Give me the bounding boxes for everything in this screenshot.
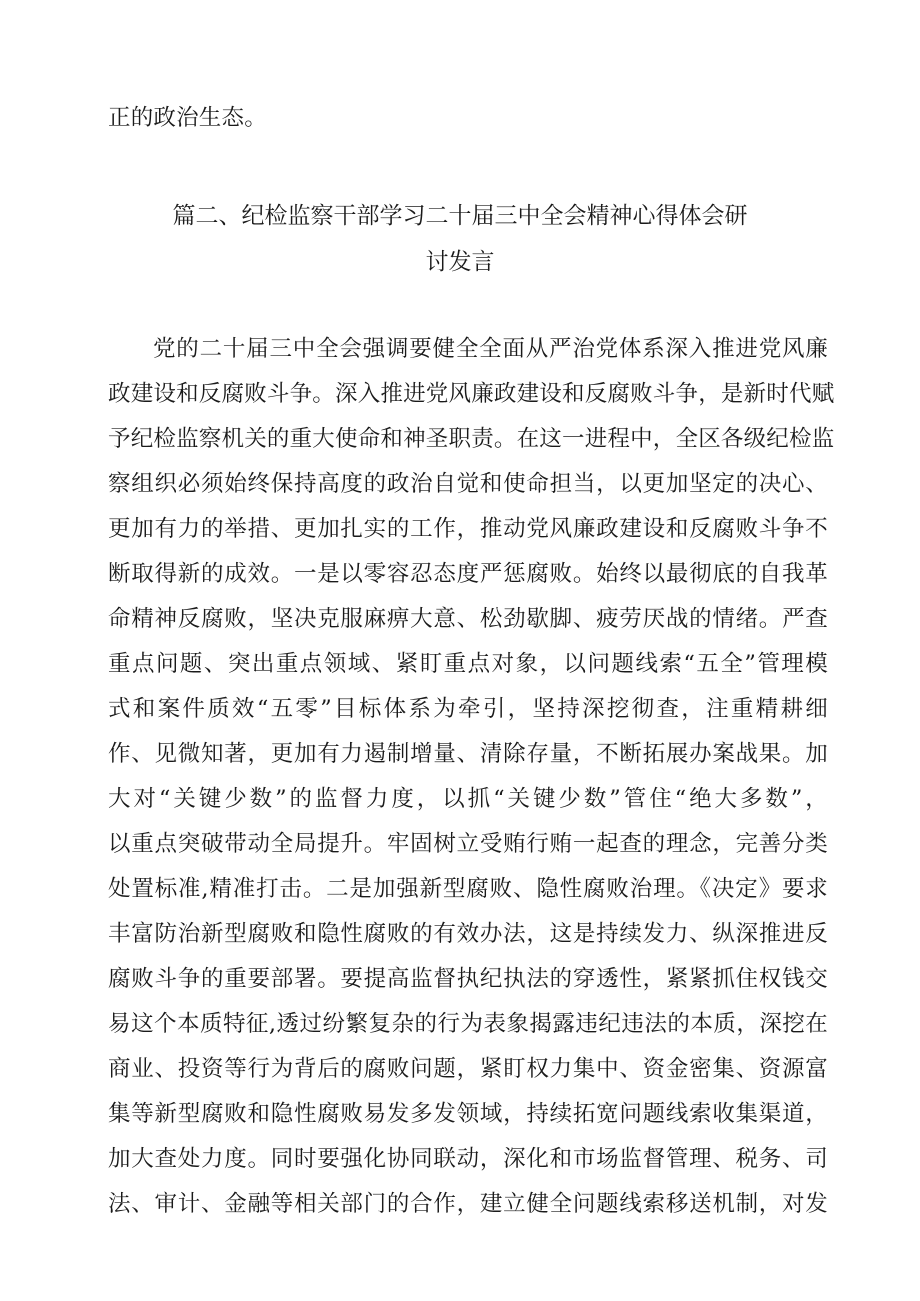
body-line: 党的二十届三中全会强调要健全全面从严治党体系深入推进党风廉: [153, 336, 828, 362]
body-line: 政建设和反腐败斗争。深入推进党风廉政建设和反腐败斗争，是新时代赋: [108, 381, 835, 407]
body-line: 商业、投资等行为背后的腐败问题，紧盯权力集中、资金密集、资源富: [108, 1056, 828, 1082]
section-title-line-1: 篇二、纪检监察干部学习二十届三中全会精神心得体会研: [172, 203, 748, 229]
body-line: 丰富防治新型腐败和隐性腐败的有效办法，这是持续发力、纵深推进反: [108, 921, 828, 947]
body-line: 重点问题、突出重点领域、紧盯重点对象，以问题线索“五全”管理模: [108, 651, 828, 677]
body-line: 以重点突破带动全局提升。牢固树立受贿行贿一起查的理念，完善分类: [108, 831, 828, 857]
body-line: 断取得新的成效。一是以零容忍态度严惩腐败。始终以最彻底的自我革: [108, 561, 828, 587]
body-line: 更加有力的举措、更加扎实的工作，推动党风廉政建设和反腐败斗争不: [108, 516, 828, 542]
body-line: 大对“关键少数”的监督力度，以抓“关键少数”管住“绝大多数”，: [108, 786, 828, 812]
body-line: 命精神反腐败，坚决克服麻痹大意、松劲歇脚、疲劳厌战的情绪。严查: [108, 606, 828, 632]
body-line: 易这个本质特征,透过纷繁复杂的行为表象揭露违纪违法的本质，深挖在: [108, 1011, 828, 1037]
body-line: 集等新型腐败和隐性腐败易发多发领域，持续拓宽问题线索收集渠道，: [108, 1101, 828, 1127]
body-line: 作、见微知著，更加有力遏制增量、清除存量，不断拓展办案战果。加: [108, 741, 828, 767]
body-line: 察组织必须始终保持高度的政治自觉和使命担当，以更加坚定的决心、: [108, 471, 828, 497]
body-line: 法、审计、金融等相关部门的合作，建立健全问题线索移送机制，对发: [108, 1191, 828, 1217]
body-line: 处置标准,精准打击。二是加强新型腐败、隐性腐败治理。《决定》要求: [108, 876, 828, 902]
section-title-line-2: 讨发言: [425, 249, 495, 275]
body-line: 加大查处力度。同时要强化协同联动，深化和市场监督管理、税务、司: [108, 1146, 828, 1172]
body-line: 予纪检监察机关的重大使命和神圣职责。在这一进程中，全区各级纪检监: [108, 426, 835, 452]
body-line: 式和案件质效“五零”目标体系为牵引，坚持深挖彻查，注重精耕细: [108, 696, 828, 722]
body-line: 腐败斗争的重要部署。要提高监督执纪执法的穿透性，紧紧抓住权钱交: [108, 966, 828, 992]
previous-section-tail: 正的政治生态。: [108, 105, 267, 131]
